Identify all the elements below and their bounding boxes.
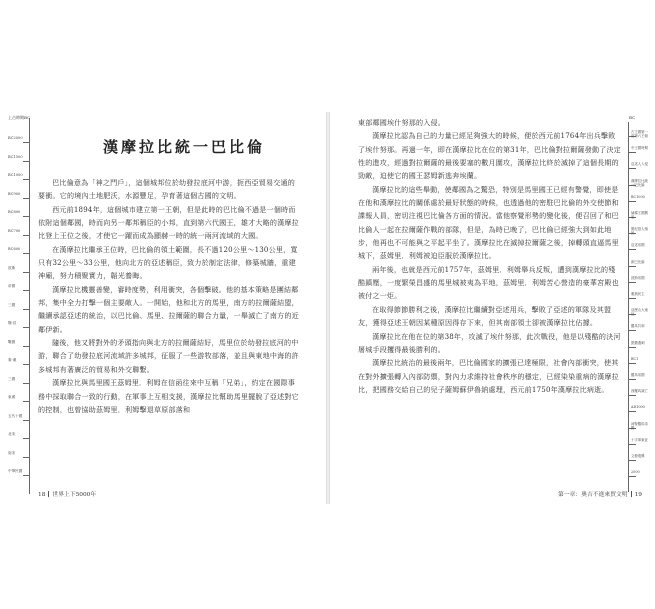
timeline-label: 西羅馬滅亡 [631, 389, 648, 394]
timeline-label: 中華民國 [8, 469, 23, 473]
timeline-tick [23, 272, 30, 273]
timeline-label: BC900 [8, 191, 21, 196]
timeline-label: 腓尼基人殖民 [631, 227, 648, 236]
timeline-label: 亞歷山大東征 [631, 308, 648, 317]
timeline-label: 新巴比倫 [631, 259, 645, 264]
timeline-tick [23, 475, 30, 476]
paragraph: 在取得節節勝利之後，漢摩拉比繼續對亞述用兵，擊敗了亞述的軍隊及其盟友，獲得亞述王朝因某種原因得存下來，但其南部領土卻被漢摩拉比佔據。 [358, 304, 612, 328]
timeline-tick [23, 420, 30, 421]
timeline-label: 赫梯王國興起 [631, 211, 648, 220]
timeline-label: 羅馬共和 [631, 324, 645, 329]
paragraph: 漢摩拉比的這些舉動，使鄰國為之驚恐，特別是馬里國王已經有警覺，即使是在他和漢摩拉比的關係處於最好狀態的時候，也透過他的密駐巴比倫的外交使節和諜報人員，密切注視巴比倫各方面的情況。當他察覺形勢的變化後，便召回了和巴比倫人一起在拉爾薩作戰的部隊，但是，為時已晚了，巴比倫已經強大到如此地步，他再也不可能與之平起平坐了。漢摩拉比在滅掉拉爾薩之後，掉轉頭直逼馬里城下，茲姆里．利姆被迫臣服於漢摩拉比。 [358, 184, 619, 261]
timeline-label: 三國 [8, 376, 16, 381]
timeline-tick [628, 249, 636, 250]
timeline-label: BC1 [631, 356, 639, 361]
timeline-tick [23, 290, 30, 291]
timeline-tick [628, 444, 636, 445]
timeline-tick [23, 438, 30, 439]
timeline-label: 古王國第一至第六王朝 [631, 130, 648, 139]
timeline-label: BC2000 [8, 136, 23, 140]
timeline-label: 波斯帝國 [631, 275, 645, 280]
timeline-tick [23, 327, 30, 328]
timeline-header: 上古時期 [8, 115, 24, 120]
paragraph: 漢摩拉比認為自己的力量已經足夠強大的時候，便於西元前1764年出兵擊敗了埃什努那。再過一年，即在漢摩拉比在位的第31年，巴比倫對拉爾薩發動了決定性的進攻，經過對拉爾薩的最後要塞的數月圍攻，漢摩拉比終於滅掉了這個長期的勁敵，迫使它的國王瑟姆新逃奔埃蘭。 [358, 131, 622, 181]
timeline-tick [23, 235, 30, 236]
timeline-era-label: BC [24, 115, 31, 120]
timeline-tick [628, 379, 636, 380]
timeline-label: 北宋 [8, 432, 16, 436]
timeline-label: 神聖羅馬帝國 [631, 421, 648, 430]
footer-divider [48, 491, 49, 497]
timeline-tick [628, 201, 636, 202]
paragraph: 巴比倫意為「神之門戶」，這個城邦位於幼發拉底河中游，扼西亞貿易交通的要衝。它的境內土地肥沃，水源豐足，孕育著這個古國的文明。 [38, 178, 295, 201]
timeline-tick [23, 383, 30, 384]
timeline-label: BC800 [8, 210, 21, 214]
timeline-tick [23, 346, 30, 347]
timeline-tick [23, 198, 30, 199]
paragraph: 兩年後，也就是西元前1757年，茲姆里．利姆舉兵反叛，遭到漢摩拉比的殘酷鎮壓，一度繁榮昌盛的馬里城被夷為平地，茲姆里．利姆苦心營造的豪華宮殿也被付之一炬。 [358, 264, 619, 301]
chapter-name: 第一章：奧吉不進來貿文明 [558, 492, 628, 498]
page-number: 18 [38, 492, 46, 498]
timeline-label: BC1000 [8, 173, 23, 177]
timeline-label: 魏·晉 [8, 321, 17, 325]
timeline-label: 波斯 [8, 265, 16, 270]
timeline-tick [628, 330, 636, 331]
left-page [8, 112, 326, 504]
paragraph: 隨後，他又將對外的矛頭指向與北方的拉爾薩結好，馬里位於幼發拉底河的中游，聯合了幼發拉底河流域許多城邦，征服了一些游牧部落，並且與東地中海的許多城邦有著廣泛的貿易和外交聯繫。 [38, 338, 299, 374]
timeline-tick [628, 282, 636, 283]
right-page [330, 112, 648, 504]
timeline-label: 2000 [631, 470, 640, 475]
timeline-label: 凱撒遇刺 [631, 340, 645, 345]
right-body-text [358, 116, 622, 396]
timeline-tick [628, 266, 636, 267]
timeline-tick [628, 411, 636, 412]
timeline-label: 五代十國 [8, 413, 23, 418]
paragraph: 西元前1894年，這個城市建立第一王朝，但是此時的巴比倫不過是一個時而依附這個鄰國，時而向另一鄰邦稱臣的小邦，直到第六代國王，雄才大略的漢摩拉比登上王位之後，才使它一躍而成為顯赫一時的統一兩河流域的大國。 [38, 204, 299, 241]
timeline-era-label: BC [629, 115, 636, 120]
timeline-label: BC1500 [8, 154, 23, 159]
timeline-label: 漢摩拉比統一巴比倫 [631, 178, 648, 187]
footer-divider [631, 491, 632, 497]
timeline-tick [23, 179, 30, 180]
timeline-label: 中王國時期 [631, 146, 648, 151]
timeline-label: 南宋 [8, 450, 16, 455]
paragraph: 漢摩拉比與馬里國王茲姆里．利姆在信函往來中互稱「兄弟」，約定在國際事務中採取聯合一致的行動，在軍事上互相支援，漢摩拉比幫助馬里擺脫了亞述對它的控制，也曾協助茲姆里．利姆擊退草原部落和 [38, 378, 299, 414]
timeline-label: 東漢 [8, 395, 16, 399]
timeline-label: 十字軍東征 [631, 437, 648, 442]
left-body-text [38, 176, 300, 416]
timeline-label: 雅典民主 [631, 292, 645, 296]
timeline-label: 文藝復興 [631, 454, 645, 458]
timeline-tick [23, 216, 30, 217]
timeline-label: 戰國 [8, 339, 16, 344]
left-timeline [8, 112, 30, 492]
paragraph: 漢摩拉比統治的最後兩年，巴比倫國家的擴張已達極限，社會內部衝突，使其在對外擴張轉入內部防禦，對內力求維持社會秩序的穩定，已經染染重病的漢摩拉比，把國務交給自己的兒子薩姆蘇伊魯納處理，西元前1750年漢摩拉比病逝。 [358, 358, 619, 394]
timeline-tick [23, 457, 30, 458]
timeline-label: 帝國 [8, 284, 16, 288]
timeline-tick [23, 253, 30, 254]
timeline-label: 亞述帝國 [631, 243, 645, 248]
chapter-title: 漢摩拉比統一巴比倫 [103, 138, 266, 156]
timeline-label: BC600 [8, 247, 21, 251]
timeline-tick [628, 298, 636, 299]
timeline-label: BC700 [8, 228, 21, 233]
page-number: 19 [634, 492, 642, 498]
book-title: 世界上下5000年 [52, 492, 97, 498]
timeline-tick [628, 395, 636, 396]
paragraph: 漢摩拉比機靈善變，審時度勢，利用衝突，各個擊破。他的基本策略是團結鄰邦，集中全力打擊一個主要敵人。一開始，他和北方的馬里，南方的拉爾薩結盟，繼續承認亞述的統治，以巴比倫、馬里、拉爾薩的聯合力量，一舉滅亡了南方的近鄰伊新。 [38, 284, 299, 334]
paragraph: 東部鄰國埃什努那的入侵。 [358, 118, 445, 127]
right-timeline [628, 112, 648, 492]
left-footer [38, 489, 96, 498]
timeline-tick [628, 152, 636, 153]
timeline-tick [628, 363, 636, 364]
paragraph: 漢摩拉比在他在位的第38年，攻滅了埃什努那，此次戰役，他是以殘酷的決河屠城手段攫得最後勝利的。 [358, 331, 621, 354]
timeline-tick [628, 347, 636, 348]
timeline-tick [23, 401, 30, 402]
timeline-label: AD1000 [631, 405, 645, 410]
timeline-label: 秦·漢 [8, 358, 17, 362]
timeline-tick [23, 161, 30, 162]
timeline-tick [628, 460, 636, 461]
timeline-tick [23, 142, 30, 143]
timeline-label: BC1000 [631, 194, 645, 199]
timeline-tick [628, 476, 636, 477]
timeline-rule [628, 122, 629, 492]
timeline-tick [23, 309, 30, 310]
timeline-label: 羅馬帝國 [631, 373, 645, 377]
paragraph: 在漢摩拉比繼承王位時，巴比倫的領土範圍，長不過120公里～130公里，寬只有32公里～33公里，他向北方的亞述稱臣，致力於制定法律，修築城牆，重建神廟，努力積聚實力，韜光養晦。 [38, 244, 298, 281]
timeline-tick [23, 364, 30, 365]
timeline-label: 亞述人入侵 [631, 162, 648, 167]
right-footer [558, 489, 642, 498]
timeline-tick [628, 168, 636, 169]
timeline-label: 三國 [8, 302, 16, 307]
